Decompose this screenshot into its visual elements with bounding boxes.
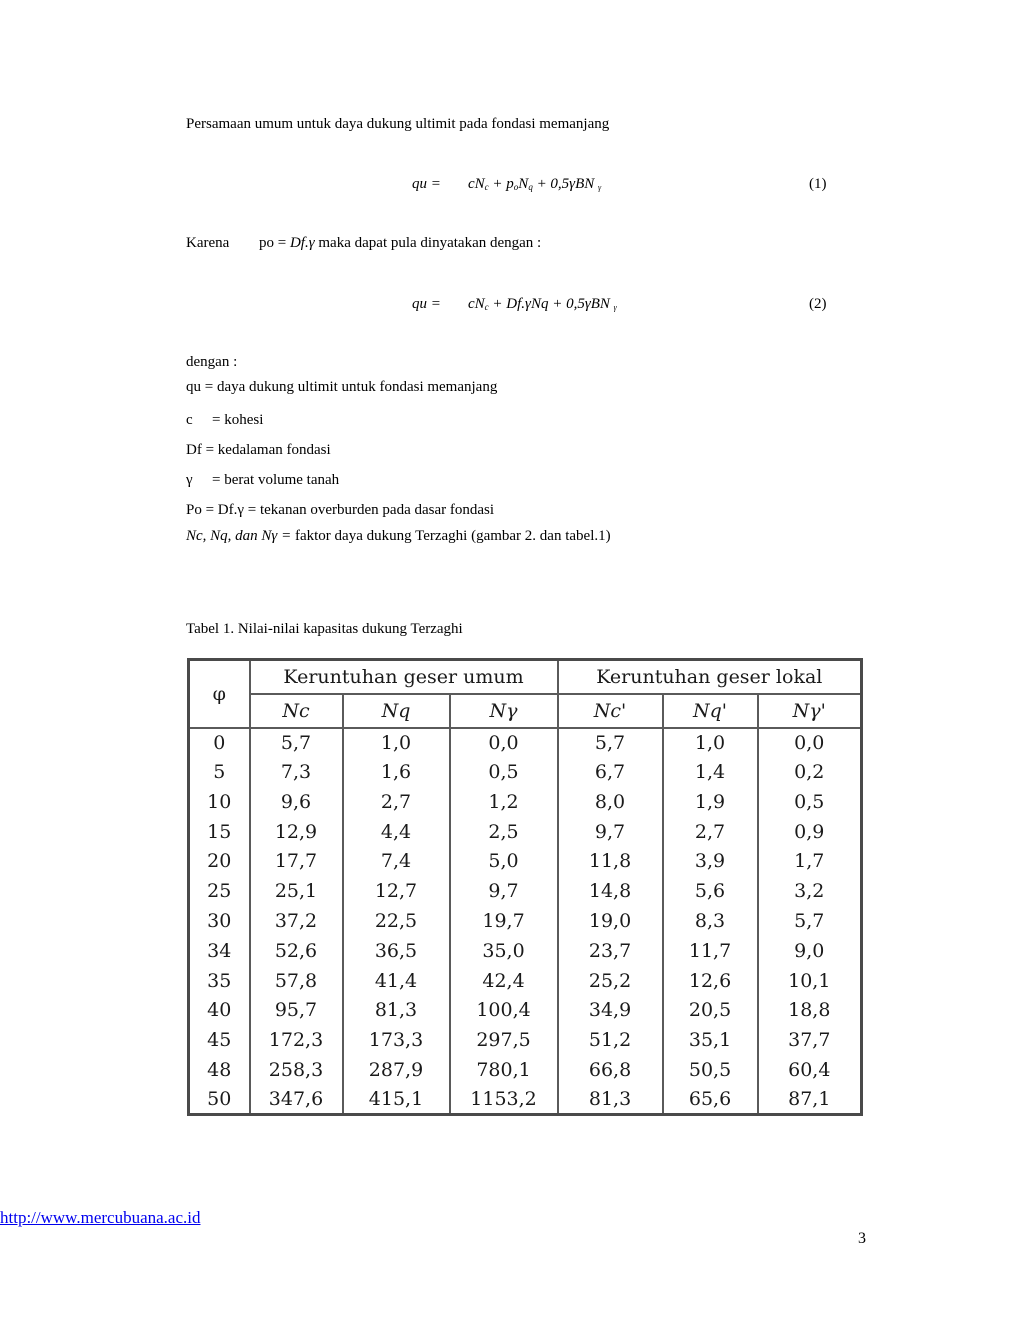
value-cell: 66,8 xyxy=(558,1055,663,1085)
value-cell: 10,1 xyxy=(758,966,862,996)
value-cell: 25,1 xyxy=(250,876,343,906)
value-cell: 81,3 xyxy=(343,995,450,1025)
value-cell: 1,0 xyxy=(663,728,758,758)
value-cell: 5,6 xyxy=(663,876,758,906)
value-cell: 297,5 xyxy=(450,1025,558,1055)
phi-header: φ xyxy=(189,660,250,728)
phi-cell: 15 xyxy=(189,817,250,847)
phi-cell: 48 xyxy=(189,1055,250,1085)
value-cell: 287,9 xyxy=(343,1055,450,1085)
def-gamma: = berat volume tanah xyxy=(212,472,340,488)
value-cell: 415,1 xyxy=(343,1085,450,1115)
value-cell: 19,0 xyxy=(558,906,663,936)
phi-cell: 0 xyxy=(189,728,250,758)
def-qu: qu = daya dukung ultimit untuk fondasi memanjang xyxy=(186,379,498,395)
header-nc: Nc xyxy=(250,694,343,728)
dengan-label: dengan : xyxy=(186,354,238,370)
value-cell: 14,8 xyxy=(558,876,663,906)
karena-statement: po = Df.γ maka dapat pula dinyatakan dengan : xyxy=(259,235,542,251)
value-cell: 6,7 xyxy=(558,757,663,787)
table-row xyxy=(189,817,862,847)
value-cell: 95,7 xyxy=(250,995,343,1025)
value-cell: 1,2 xyxy=(450,787,558,817)
value-cell: 42,4 xyxy=(450,966,558,996)
table-row xyxy=(189,1055,862,1085)
table-row xyxy=(189,966,862,996)
def-n-factors: Nc, Nq, dan Nγ = faktor daya dukung Terzaghi (gambar 2. dan tabel.1) xyxy=(186,528,611,544)
value-cell: 87,1 xyxy=(758,1085,862,1115)
table-row xyxy=(189,906,862,936)
group-local-header: Keruntuhan geser lokal xyxy=(558,660,862,694)
table-row xyxy=(189,876,862,906)
value-cell: 35,0 xyxy=(450,936,558,966)
value-cell: 57,8 xyxy=(250,966,343,996)
phi-cell: 5 xyxy=(189,757,250,787)
value-cell: 2,5 xyxy=(450,817,558,847)
value-cell: 0,0 xyxy=(450,728,558,758)
value-cell: 8,0 xyxy=(558,787,663,817)
value-cell: 1153,2 xyxy=(450,1085,558,1115)
value-cell: 17,7 xyxy=(250,847,343,877)
phi-cell: 20 xyxy=(189,847,250,877)
value-cell: 23,7 xyxy=(558,936,663,966)
eq1-number: (1) xyxy=(809,176,827,192)
value-cell: 18,8 xyxy=(758,995,862,1025)
phi-cell: 10 xyxy=(189,787,250,817)
value-cell: 12,9 xyxy=(250,817,343,847)
value-cell: 0,9 xyxy=(758,817,862,847)
value-cell: 9,7 xyxy=(558,817,663,847)
value-cell: 41,4 xyxy=(343,966,450,996)
value-cell: 19,7 xyxy=(450,906,558,936)
value-cell: 780,1 xyxy=(450,1055,558,1085)
value-cell: 11,7 xyxy=(663,936,758,966)
phi-cell: 30 xyxy=(189,906,250,936)
table-row xyxy=(189,995,862,1025)
header-nc-local: Nc' xyxy=(558,694,663,728)
value-cell: 4,4 xyxy=(343,817,450,847)
def-c-symbol: c xyxy=(186,412,193,428)
value-cell: 52,6 xyxy=(250,936,343,966)
value-cell: 5,7 xyxy=(250,728,343,758)
eq2-lhs: qu = xyxy=(412,296,441,312)
phi-cell: 50 xyxy=(189,1085,250,1115)
table-row xyxy=(189,787,862,817)
value-cell: 7,4 xyxy=(343,847,450,877)
value-cell: 12,6 xyxy=(663,966,758,996)
header-ngamma-local: Nγ' xyxy=(758,694,862,728)
value-cell: 7,3 xyxy=(250,757,343,787)
value-cell: 37,7 xyxy=(758,1025,862,1055)
value-cell: 0,5 xyxy=(450,757,558,787)
value-cell: 37,2 xyxy=(250,906,343,936)
value-cell: 1,0 xyxy=(343,728,450,758)
intro-text: Persamaan umum untuk daya dukung ultimit pada fondasi memanjang xyxy=(186,116,610,132)
value-cell: 36,5 xyxy=(343,936,450,966)
value-cell: 1,6 xyxy=(343,757,450,787)
header-ngamma: Nγ xyxy=(450,694,558,728)
table-row xyxy=(189,847,862,877)
value-cell: 9,6 xyxy=(250,787,343,817)
value-cell: 0,0 xyxy=(758,728,862,758)
value-cell: 22,5 xyxy=(343,906,450,936)
value-cell: 25,2 xyxy=(558,966,663,996)
value-cell: 3,2 xyxy=(758,876,862,906)
table-row xyxy=(189,1085,862,1115)
def-gamma-symbol: γ xyxy=(186,472,193,488)
phi-cell: 40 xyxy=(189,995,250,1025)
header-nq: Nq xyxy=(343,694,450,728)
value-cell: 60,4 xyxy=(758,1055,862,1085)
value-cell: 1,7 xyxy=(758,847,862,877)
value-cell: 0,5 xyxy=(758,787,862,817)
value-cell: 1,4 xyxy=(663,757,758,787)
value-cell: 65,6 xyxy=(663,1085,758,1115)
phi-cell: 45 xyxy=(189,1025,250,1055)
page-number: 3 xyxy=(858,1230,866,1247)
phi-cell: 35 xyxy=(189,966,250,996)
value-cell: 2,7 xyxy=(663,817,758,847)
eq2-rhs: $cN_c + Df.\gamma Nq + 0,5\gamma BN$ γ xyxy=(468,296,617,312)
value-cell: 12,7 xyxy=(343,876,450,906)
eq1-rhs: $cN_c + p_oN_q + 0,5\gamma BN$ γ xyxy=(468,176,602,192)
value-cell: 172,3 xyxy=(250,1025,343,1055)
def-c: = kohesi xyxy=(212,412,264,428)
value-cell: 8,3 xyxy=(663,906,758,936)
value-cell: 5,7 xyxy=(558,728,663,758)
table-row xyxy=(189,757,862,787)
value-cell: 2,7 xyxy=(343,787,450,817)
value-cell: 11,8 xyxy=(558,847,663,877)
value-cell: 50,5 xyxy=(663,1055,758,1085)
footer-link[interactable]: http://www.mercubuana.ac.id xyxy=(0,1208,201,1227)
value-cell: 0,2 xyxy=(758,757,862,787)
value-cell: 173,3 xyxy=(343,1025,450,1055)
value-cell: 5,0 xyxy=(450,847,558,877)
value-cell: 347,6 xyxy=(250,1085,343,1115)
value-cell: 1,9 xyxy=(663,787,758,817)
table-caption: Tabel 1. Nilai-nilai kapasitas dukung Terzaghi xyxy=(186,621,463,637)
value-cell: 5,7 xyxy=(758,906,862,936)
karena-word: Karena xyxy=(186,235,230,251)
value-cell: 258,3 xyxy=(250,1055,343,1085)
value-cell: 81,3 xyxy=(558,1085,663,1115)
phi-cell: 34 xyxy=(189,936,250,966)
value-cell: 34,9 xyxy=(558,995,663,1025)
table-row xyxy=(189,936,862,966)
value-cell: 100,4 xyxy=(450,995,558,1025)
value-cell: 9,7 xyxy=(450,876,558,906)
header-nq-local: Nq' xyxy=(663,694,758,728)
eq1-lhs: qu = xyxy=(412,176,441,192)
value-cell: 20,5 xyxy=(663,995,758,1025)
phi-cell: 25 xyxy=(189,876,250,906)
eq2-number: (2) xyxy=(809,296,827,312)
group-general-header: Keruntuhan geser umum xyxy=(250,660,558,694)
table-row xyxy=(189,1025,862,1055)
def-df: Df = kedalaman fondasi xyxy=(186,442,331,458)
terzaghi-table xyxy=(187,658,863,1116)
value-cell: 9,0 xyxy=(758,936,862,966)
def-po: Po = Df.γ = tekanan overburden pada dasar fondasi xyxy=(186,502,495,518)
value-cell: 3,9 xyxy=(663,847,758,877)
value-cell: 51,2 xyxy=(558,1025,663,1055)
value-cell: 35,1 xyxy=(663,1025,758,1055)
table-row xyxy=(189,728,862,758)
